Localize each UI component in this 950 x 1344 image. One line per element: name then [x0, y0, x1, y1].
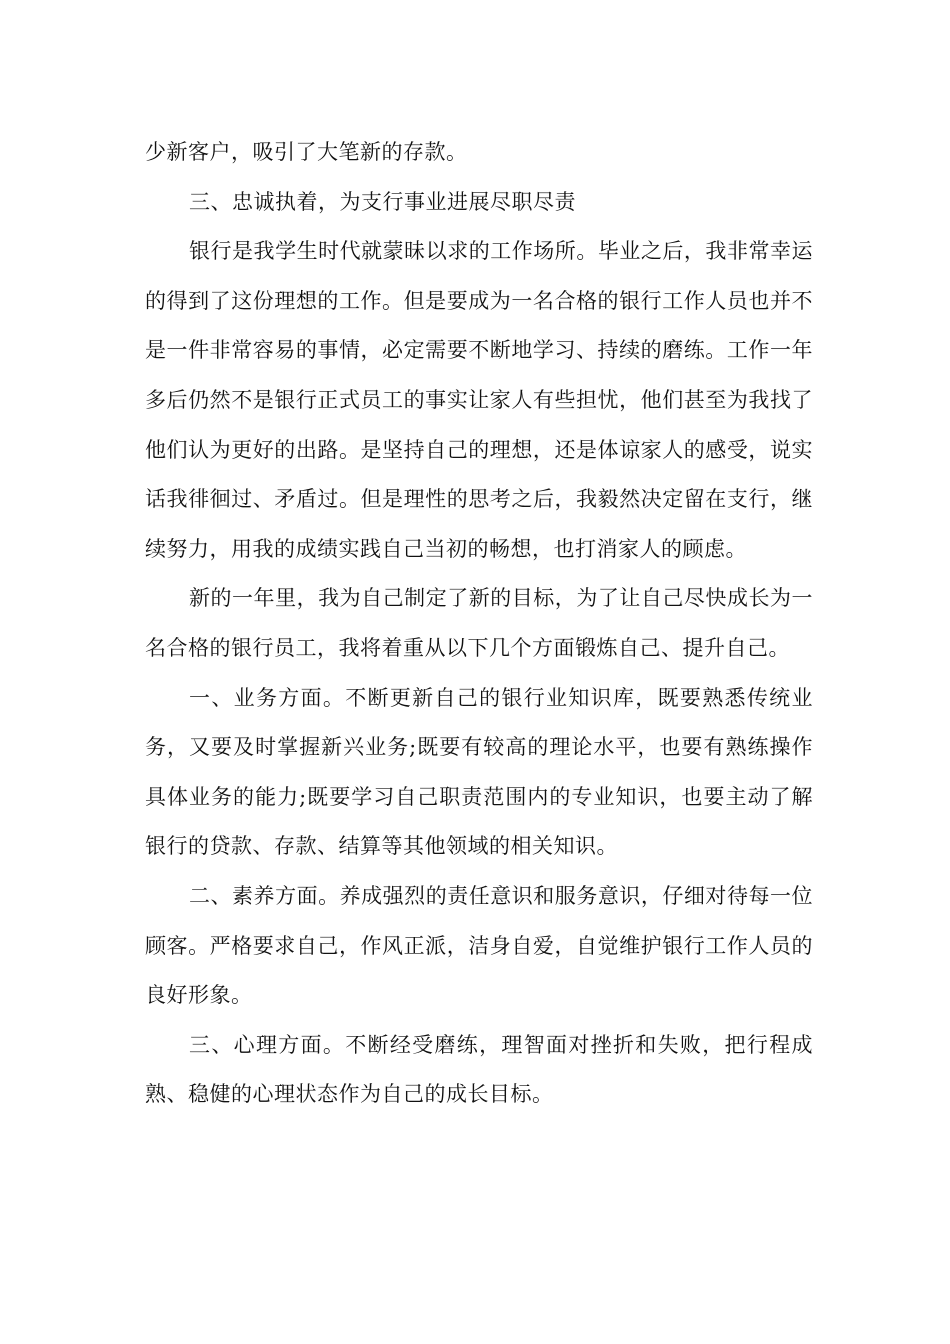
paragraph-continuation: 少新客户，吸引了大笔新的存款。: [145, 140, 468, 164]
paragraph-psychology-aspect: 三、心理方面。不断经受磨练，理智面对挫折和失败，把行程成熟、稳健的心理状态作为自己的成长目标。: [145, 1032, 813, 1107]
document-body: [145, 128, 813, 1120]
paragraph-business-aspect: 一、业务方面。不断更新自己的银行业知识库，既要熟悉传统业务，又要及时掌握新兴业务;既要有较高的理论水平，也要有熟练操作具体业务的能力;既要学习自己职责范围内的专业知识，也要主动了解银行的贷款、存款、结算等其他领域的相关知识。: [145, 685, 813, 859]
paragraph-new-goals: 新的一年里，我为自己制定了新的目标，为了让自己尽快成长为一名合格的银行员工，我将着重从以下几个方面锻炼自己、提升自己。: [145, 586, 813, 660]
section-heading-loyalty: 三、忠诚执着，为支行事业进展尽职尽责: [189, 189, 576, 214]
paragraph-quality-aspect: 二、素养方面。养成强烈的责任意识和服务意识，仔细对待每一位顾客。严格要求自己，作风正派，洁身自爱，自觉维护银行工作人员的良好形象。: [145, 883, 813, 1008]
paragraph-bank-career: 银行是我学生时代就蒙昧以求的工作场所。毕业之后，我非常幸运的得到了这份理想的工作。但是要成为一名合格的银行工作人员也并不是一件非常容易的事情，必定需要不断地学习、持续的磨练。工作一年多后仍然不是银行正式员工的事实让家人有些担忧，他们甚至为我找了他们认为更好的出路。是坚持自己的理想，还是体谅家人的感受，说实话我徘徊过、矛盾过。但是理性的思考之后，我毅然决定留在支行，继续努力，用我的成绩实践自己当初的畅想，也打消家人的顾虑。: [145, 239, 813, 561]
